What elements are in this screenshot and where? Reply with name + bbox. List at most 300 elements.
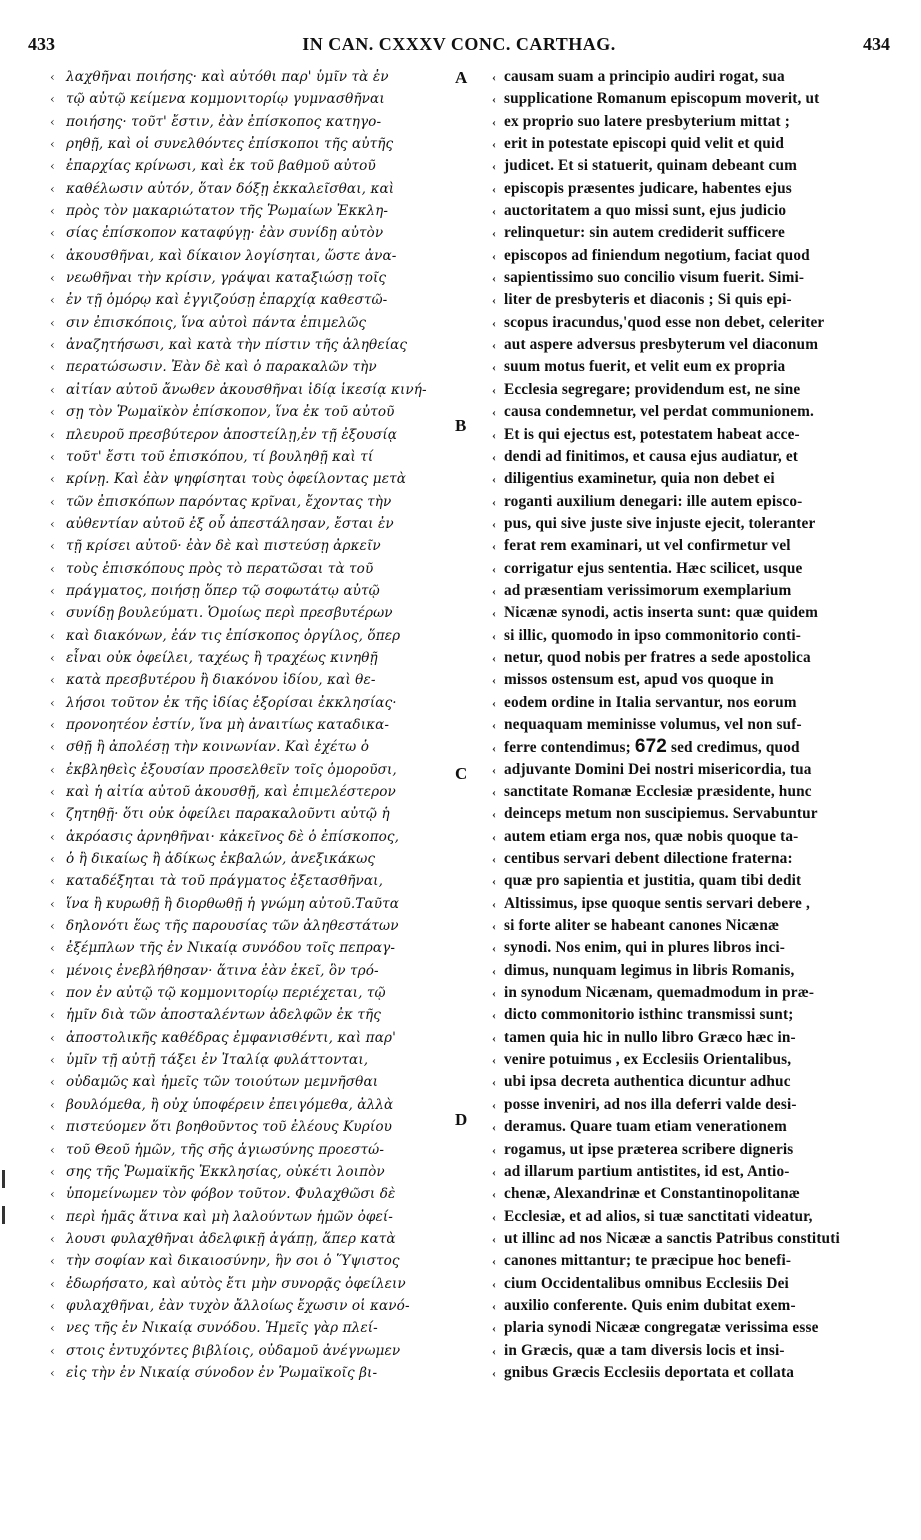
quotation-mark-glyph: ‹ bbox=[492, 1254, 497, 1269]
line-text: ὁ ἢ δικαίως ἢ ἀδίκως ἐκβαλών, ἀνεξικάκως bbox=[66, 851, 376, 868]
line-text: suum motus fuerit, et velit eum ex propria bbox=[504, 358, 786, 376]
greek-text-line bbox=[50, 1206, 455, 1228]
quotation-mark-glyph: ‹ bbox=[50, 226, 55, 241]
quotation-mark-glyph: ‹ bbox=[50, 137, 55, 152]
latin-text-line bbox=[492, 893, 890, 915]
quotation-mark-glyph: ‹ bbox=[50, 740, 55, 755]
quotation-mark-glyph: ‹ bbox=[492, 360, 497, 375]
latin-text-line bbox=[492, 937, 890, 959]
latin-text-line bbox=[492, 1161, 890, 1183]
line-text: εἶναι οὐκ ὀφείλει, ταχέως ἢ τραχέως κινηθῇ bbox=[66, 649, 378, 666]
greek-text-line bbox=[50, 826, 455, 848]
greek-text-line bbox=[50, 379, 455, 401]
latin-text-line bbox=[492, 1094, 890, 1116]
line-text: καὶ διακόνων, ἐάν τις ἐπίσκοπος ὀργίλος, ὅπερ bbox=[66, 627, 401, 644]
line-text: cium Occidentalibus omnibus Ecclesiis Dei bbox=[504, 1274, 789, 1292]
greek-text-line bbox=[50, 580, 455, 602]
line-text: causam suam a principio audiri rogat, sua bbox=[504, 68, 785, 85]
quotation-mark-glyph: ‹ bbox=[492, 1209, 497, 1224]
quotation-mark-glyph: ‹ bbox=[492, 1097, 497, 1112]
quotation-mark-glyph: ‹ bbox=[50, 1298, 55, 1313]
page-number-right: 434 bbox=[863, 34, 890, 54]
line-text: Et is qui ejectus est, potestatem habeat acce- bbox=[504, 425, 800, 443]
latin-text-line bbox=[492, 267, 890, 289]
greek-text-line bbox=[50, 1116, 455, 1138]
quotation-mark-glyph: ‹ bbox=[492, 1365, 497, 1380]
latin-text-line bbox=[492, 714, 890, 736]
quotation-mark-glyph: ‹ bbox=[50, 449, 55, 464]
latin-text-line bbox=[492, 200, 890, 222]
latin-text-line bbox=[492, 289, 890, 311]
line-text: in synodum Nicænam, quemadmodum in præ- bbox=[504, 984, 815, 1002]
quotation-mark-glyph: ‹ bbox=[492, 695, 497, 710]
greek-text-line bbox=[50, 513, 455, 535]
quotation-mark-glyph: ‹ bbox=[492, 1187, 497, 1202]
greek-text-line bbox=[50, 1340, 455, 1362]
line-text: ad præsentiam verissimorum exemplarium bbox=[504, 581, 792, 599]
quotation-mark-glyph: ‹ bbox=[492, 829, 497, 844]
latin-text-line bbox=[492, 1340, 890, 1362]
quotation-mark-glyph: ‹ bbox=[492, 248, 497, 263]
line-text: περατώσωσιν. Ἐὰν δὲ καὶ ὁ παρακαλῶν τὴν bbox=[66, 359, 377, 376]
greek-text-line bbox=[50, 602, 455, 624]
latin-text-line bbox=[492, 155, 890, 177]
latin-text-line bbox=[492, 66, 890, 88]
line-text: eodem ordine in Italia servantur, nos eorum bbox=[504, 693, 797, 711]
page-header bbox=[28, 34, 890, 58]
quotation-mark-glyph: ‹ bbox=[50, 1075, 55, 1090]
line-text: ἡμῖν διὰ τῶν ἀποσταλέντων ἀδελφῶν ἐκ τῆς bbox=[66, 1007, 382, 1024]
quotation-mark-glyph: ‹ bbox=[50, 472, 55, 487]
line-text: λαχθῆναι ποιήσης· καὶ αὐτόθι παρ' ὑμῖν τὰ ἐν bbox=[66, 69, 389, 85]
greek-text-line bbox=[50, 915, 455, 937]
line-text: κρίνῃ. Καὶ ἐὰν ψηφίσηται τοὺς ὀφείλοντας μετὰ bbox=[66, 471, 407, 488]
quotation-mark-glyph: ‹ bbox=[50, 583, 55, 598]
quotation-mark-glyph: ‹ bbox=[50, 561, 55, 576]
line-text: missos ostensum est, apud vos quoque in bbox=[504, 671, 774, 689]
line-text: λουσι φυλαχθῆναι ἀδελφικῇ ἀγάπῃ, ἅπερ κατὰ bbox=[66, 1230, 396, 1247]
line-text: dimus, nunquam legimus in libris Romanis, bbox=[504, 961, 795, 979]
line-text: venire potuimus , ex Ecclesiis Orientalibus, bbox=[504, 1051, 792, 1069]
line-text: Altissimus, ipse quoque sentis servari debere , bbox=[504, 894, 810, 912]
greek-text-line bbox=[50, 1071, 455, 1093]
greek-text-line bbox=[50, 334, 455, 356]
quotation-mark-glyph: ‹ bbox=[492, 606, 497, 621]
page-number-left: 433 bbox=[28, 34, 55, 54]
line-text: αὐθεντίαν αὐτοῦ ἐξ οὗ ἀπεστάλησαν, ἔσται ἐν bbox=[66, 515, 394, 532]
latin-text-line bbox=[492, 580, 890, 602]
latin-text-line bbox=[492, 1049, 890, 1071]
line-text: liter de presbyteris et diaconis ; Si quis epi- bbox=[504, 291, 792, 309]
line-text: autem etiam erga nos, quæ nobis quoque ta- bbox=[504, 827, 799, 845]
line-text: κατὰ πρεσβυτέρου ἢ διακόνου ἰδίου, καὶ θε- bbox=[66, 672, 376, 689]
line-text: Ecclesiæ, et ad alios, si tuæ sanctitati videatur, bbox=[504, 1207, 813, 1225]
greek-text-line bbox=[50, 289, 455, 311]
line-text: ζητηθῇ· ὅτι οὐκ ὀφείλει παρακαλοῦντι αὐτῷ ἡ bbox=[66, 806, 390, 823]
latin-text-line bbox=[492, 625, 890, 647]
latin-text-line bbox=[492, 88, 890, 110]
line-text: episcopos ad finiendum negotium, faciat quod bbox=[504, 246, 810, 264]
quotation-mark-glyph: ‹ bbox=[492, 1075, 497, 1090]
quotation-mark-glyph: ‹ bbox=[50, 1276, 55, 1291]
quotation-mark-glyph: ‹ bbox=[492, 673, 497, 688]
greek-text-line bbox=[50, 982, 455, 1004]
line-text: gnibus Græcis Ecclesiis deportata et collata bbox=[504, 1363, 794, 1381]
quotation-mark-glyph: ‹ bbox=[50, 1343, 55, 1358]
line-text: episcopis præsentes judicare, habentes ejus bbox=[504, 179, 792, 197]
line-text: diligentius examinetur, quia non debet ei bbox=[504, 470, 775, 488]
greek-text-line bbox=[50, 222, 455, 244]
line-text: σιν ἐπισκόποις, ἵνα αὐτοὶ πάντα ἐπιμελῶς bbox=[66, 314, 367, 331]
quotation-mark-glyph: ‹ bbox=[492, 1231, 497, 1246]
line-text: ἐν τῇ ὁμόρῳ καὶ ἐγγιζούσῃ ἐπαρχίᾳ καθεστῶ- bbox=[66, 292, 388, 309]
line-text: λήσοι τοῦτον ἐκ τῆς ἰδίας ἐξορίσαι ἐκκλησίας· bbox=[66, 694, 397, 711]
quotation-mark-glyph: ‹ bbox=[492, 226, 497, 241]
quotation-mark-glyph: ‹ bbox=[492, 1321, 497, 1336]
quotation-mark-glyph: ‹ bbox=[492, 1008, 497, 1023]
quotation-mark-glyph: ‹ bbox=[492, 516, 497, 531]
line-text: netur, quod nobis per fratres a sede apostolica bbox=[504, 648, 811, 666]
quotation-mark-glyph: ‹ bbox=[492, 852, 497, 867]
quotation-mark-glyph: ‹ bbox=[50, 673, 55, 688]
greek-text-line bbox=[50, 88, 455, 110]
margin-letter-b: B bbox=[455, 416, 467, 435]
latin-text-line bbox=[492, 826, 890, 848]
line-text: ἐξέμπλων τῆς ἐν Νικαίᾳ συνόδου τοῖς πεπραγ- bbox=[66, 940, 396, 957]
greek-text-line bbox=[50, 1049, 455, 1071]
quotation-mark-glyph: ‹ bbox=[492, 181, 497, 196]
greek-text-line bbox=[50, 1139, 455, 1161]
quotation-mark-glyph: ‹ bbox=[492, 539, 497, 554]
latin-text-line bbox=[492, 1206, 890, 1228]
latin-text-line bbox=[492, 535, 890, 557]
quotation-mark-glyph: ‹ bbox=[492, 159, 497, 174]
quotation-mark-glyph: ‹ bbox=[492, 561, 497, 576]
quotation-mark-glyph: ‹ bbox=[50, 516, 55, 531]
line-text: roganti auxilium denegari: ille autem episco- bbox=[504, 492, 803, 510]
quotation-mark-glyph: ‹ bbox=[492, 741, 497, 756]
quotation-mark-glyph: ‹ bbox=[50, 181, 55, 196]
quotation-mark-glyph: ‹ bbox=[492, 1120, 497, 1135]
latin-text-line bbox=[492, 222, 890, 244]
quotation-mark-glyph: ‹ bbox=[492, 315, 497, 330]
latin-text-column bbox=[492, 66, 890, 1384]
quotation-mark-glyph: ‹ bbox=[50, 1097, 55, 1112]
quotation-mark-glyph: ‹ bbox=[492, 941, 497, 956]
quotation-mark-glyph: ‹ bbox=[492, 963, 497, 978]
latin-text-line bbox=[492, 781, 890, 803]
quotation-mark-glyph: ‹ bbox=[50, 1187, 55, 1202]
line-text: εἰς τὴν ἐν Νικαίᾳ σύνοδον ἐν Ῥωμαϊκοῖς βι- bbox=[66, 1364, 378, 1381]
latin-text-line bbox=[492, 1273, 890, 1295]
quotation-mark-glyph: ‹ bbox=[50, 70, 55, 84]
greek-text-line bbox=[50, 714, 455, 736]
quotation-mark-glyph: ‹ bbox=[50, 762, 55, 777]
greek-text-line bbox=[50, 692, 455, 714]
greek-text-line bbox=[50, 267, 455, 289]
line-text: καθέλωσιν αὐτόν, ὅταν δόξῃ ἐκκαλεῖσθαι, καὶ bbox=[66, 180, 395, 197]
line-text: auctoritatem a quo missi sunt, ejus judicio bbox=[504, 202, 787, 220]
greek-text-line bbox=[50, 1317, 455, 1339]
greek-text-line bbox=[50, 1004, 455, 1026]
quotation-mark-glyph: ‹ bbox=[50, 650, 55, 665]
line-text: στοις ἐντυχόντες βιβλίοις, οὐδαμοῦ ἀνέγνωμεν bbox=[66, 1342, 401, 1359]
line-text: sanctitate Romanæ Ecclesiæ præsidente, hunc bbox=[504, 783, 812, 800]
line-text: σης τῆς Ῥωμαϊκῆς Ἐκκλησίας, οὐκέτι λοιπὸν bbox=[66, 1163, 385, 1180]
greek-text-line bbox=[50, 937, 455, 959]
line-text: σθῇ ἢ ἀπολέσῃ τὴν κοινωνίαν. Καὶ ἐχέτω ὁ bbox=[66, 739, 369, 756]
line-text: Nicænæ synodi, actis inserta sunt: quæ quidem bbox=[504, 604, 819, 622]
quotation-mark-glyph: ‹ bbox=[50, 338, 55, 353]
greek-text-line bbox=[50, 803, 455, 825]
quotation-mark-glyph: ‹ bbox=[492, 919, 497, 934]
latin-text-line bbox=[492, 312, 890, 334]
margin-letter-a: A bbox=[455, 68, 468, 87]
greek-text-line bbox=[50, 1161, 455, 1183]
quotation-mark-glyph: ‹ bbox=[50, 695, 55, 710]
line-text: πρὸς τὸν μακαριώτατον τῆς Ῥωμαίων Ἐκκλη- bbox=[66, 203, 389, 220]
greek-text-line bbox=[50, 759, 455, 781]
quotation-mark-glyph: ‹ bbox=[492, 114, 497, 129]
latin-text-line bbox=[492, 960, 890, 982]
latin-text-line bbox=[492, 111, 890, 133]
greek-text-line bbox=[50, 491, 455, 513]
quotation-mark-glyph: ‹ bbox=[50, 1209, 55, 1224]
greek-text-line bbox=[50, 401, 455, 423]
latin-text-line bbox=[492, 334, 890, 356]
quotation-mark-glyph: ‹ bbox=[492, 382, 497, 397]
latin-text-line bbox=[492, 1295, 890, 1317]
line-text: ferre contendimus; bbox=[504, 739, 635, 757]
line-text: ποιήσης· τοῦτ' ἔστιν, ἐὰν ἐπίσκοπος κατηγο- bbox=[66, 113, 382, 130]
greek-text-line bbox=[50, 245, 455, 267]
latin-text-line bbox=[492, 1139, 890, 1161]
quotation-mark-glyph: ‹ bbox=[492, 583, 497, 598]
quotation-mark-glyph: ‹ bbox=[50, 606, 55, 621]
line-text: περὶ ἡμᾶς ἅτινα καὶ μὴ λαλούντων ἡμῶν ὀφεί- bbox=[66, 1208, 393, 1225]
latin-text-line bbox=[492, 1071, 890, 1093]
line-text: τῇ κρίσει αὐτοῦ· ἐὰν δὲ καὶ πιστεύσῃ ἀρκεῖν bbox=[66, 538, 381, 555]
line-text: ὑπομείνωμεν τὸν φόβον τοῦτον. Φυλαχθῶσι δὲ bbox=[66, 1186, 396, 1203]
quotation-mark-glyph: ‹ bbox=[492, 628, 497, 643]
latin-text-line bbox=[492, 491, 890, 513]
quotation-mark-glyph: ‹ bbox=[50, 1120, 55, 1135]
line-text: φυλαχθῆναι, ἐὰν τυχὸν ἄλλοίως ἔχωσιν οἱ κανό- bbox=[66, 1297, 410, 1314]
quotation-mark-glyph: ‹ bbox=[50, 427, 55, 442]
line-text: προνοητέον ἐστίν, ἵνα μὴ ἀναιτίως καταδικα- bbox=[66, 716, 390, 733]
line-text: πιστεύομεν ὅτι βοηθοῦντος τοῦ ἐλέους Κυρίου bbox=[66, 1119, 392, 1136]
quotation-mark-glyph: ‹ bbox=[50, 941, 55, 956]
line-text: τοῦ Θεοῦ ἡμῶν, τῆς σῆς ἁγιωσύνης προεστώ- bbox=[66, 1141, 385, 1158]
margin-letter-c: C bbox=[455, 764, 468, 783]
line-text: οὐδαμῶς καὶ ἡμεῖς τῶν τοιούτων μεμνῆσθαι bbox=[66, 1074, 379, 1091]
line-text: tamen quia hic in nullo libro Græco hæc in- bbox=[504, 1028, 796, 1046]
greek-text-line bbox=[50, 1183, 455, 1205]
line-text: ἵνα ἢ κυρωθῇ ἢ διορθωθῇ ἡ γνώμη αὐτοῦ.Ταῦτα bbox=[66, 895, 400, 912]
quotation-mark-glyph: ‹ bbox=[50, 919, 55, 934]
latin-text-line bbox=[492, 446, 890, 468]
line-text: ἀκουσθῆναι, καὶ δίκαιον λογίσηται, ὥστε ἀνα- bbox=[66, 247, 397, 264]
greek-text-line bbox=[50, 1250, 455, 1272]
line-text: δηλονότι ἕως τῆς παρουσίας τῶν ἀληθεστάτων bbox=[66, 918, 399, 935]
quotation-mark-glyph: ‹ bbox=[50, 785, 55, 799]
greek-text-line bbox=[50, 1228, 455, 1250]
line-text: βουλόμεθα, ἢ οὐχ ὑποφέρειν ἐπειγόμεθα, ἀλλὰ bbox=[66, 1096, 394, 1113]
margin-letter-d: D bbox=[455, 1110, 468, 1129]
quotation-mark-glyph: ‹ bbox=[492, 293, 497, 308]
line-text: συνίδῃ βουλεύματι. Ὁμοίως περὶ πρεσβυτέρων bbox=[66, 605, 393, 622]
latin-text-line bbox=[492, 424, 890, 446]
latin-text-line bbox=[492, 379, 890, 401]
line-text: τῷ αὐτῷ κείμενα κομμονιτορίῳ γυμνασθῆναι bbox=[66, 91, 385, 108]
line-text: scopus iracundus,'quod esse non debet, celeriter bbox=[504, 313, 825, 331]
line-text: τοὺς ἐπισκόπους πρὸς τὸ περατῶσαι τὰ τοῦ bbox=[66, 560, 374, 577]
greek-text-line bbox=[50, 424, 455, 446]
line-text: posse inveniri, ad nos illa deferri valde desi- bbox=[504, 1095, 797, 1113]
quotation-mark-glyph: ‹ bbox=[50, 1321, 55, 1336]
greek-text-line bbox=[50, 66, 455, 88]
greek-text-line bbox=[50, 356, 455, 378]
line-text: ἐπαρχίας κρίνωσι, καὶ ἐκ τοῦ βαθμοῦ αὐτοῦ bbox=[66, 158, 376, 175]
line-text: πλευροῦ πρεσβύτερον ἀποστείλῃ,ἐν τῇ ἐξουσίᾳ bbox=[66, 426, 398, 443]
latin-text-line bbox=[492, 401, 890, 423]
quotation-mark-glyph: ‹ bbox=[492, 762, 497, 777]
line-text: centibus servari debent dilectione fraterna: bbox=[504, 850, 793, 868]
greek-text-line bbox=[50, 1027, 455, 1049]
line-text: τῶν ἐπισκόπων παρόντας κρῖναι, ἔχοντας τὴν bbox=[66, 493, 392, 510]
line-text: nequaquam meminisse volumus, vel non suf- bbox=[504, 715, 802, 733]
line-text: ἐκβληθεὶς ἐξουσίαν προσελθεῖν τοῖς ὁμοροῦσι, bbox=[66, 761, 397, 778]
quotation-mark-glyph: ‹ bbox=[492, 92, 497, 107]
quotation-mark-glyph: ‹ bbox=[492, 137, 497, 152]
line-text: πον ἐν αὐτῷ τῷ κομμονιτορίῳ περιέχεται, τῷ bbox=[66, 985, 386, 1002]
quotation-mark-glyph: ‹ bbox=[492, 785, 497, 799]
latin-text-line bbox=[492, 1116, 890, 1138]
quotation-mark-glyph: ‹ bbox=[492, 1343, 497, 1358]
quotation-mark-glyph: ‹ bbox=[492, 807, 497, 822]
greek-text-line bbox=[50, 133, 455, 155]
greek-text-line bbox=[50, 535, 455, 557]
greek-text-line bbox=[50, 960, 455, 982]
quotation-mark-glyph: ‹ bbox=[50, 360, 55, 375]
line-text: ἀκρόασις ἀρνηθῆναι· κἀκεῖνος δὲ ὁ ἐπίσκοπος, bbox=[66, 828, 400, 845]
line-text: τὴν σοφίαν καὶ δικαιοσύνην, ἣν σοι ὁ Ὕψιστος bbox=[66, 1253, 400, 1270]
quotation-mark-glyph: ‹ bbox=[50, 204, 55, 219]
latin-text-line bbox=[492, 602, 890, 624]
line-text: deramus. Quare tuam etiam venerationem bbox=[504, 1118, 787, 1136]
latin-text-line bbox=[492, 870, 890, 892]
line-text: si forte aliter se habeant canones Nicænæ bbox=[504, 917, 780, 935]
latin-text-line bbox=[492, 915, 890, 937]
folio-number: 672 bbox=[634, 736, 668, 758]
latin-text-line bbox=[492, 133, 890, 155]
line-text: αἰτίαν αὐτοῦ ἄνωθεν ἀκουσθῆναι ἰδίᾳ ἱκεσίᾳ κινή- bbox=[66, 381, 427, 398]
quotation-mark-glyph: ‹ bbox=[492, 494, 497, 509]
quotation-mark-glyph: ‹ bbox=[492, 1030, 497, 1045]
quotation-mark-glyph: ‹ bbox=[492, 717, 497, 732]
quotation-mark-glyph: ‹ bbox=[50, 717, 55, 732]
line-text: adjuvante Domini Dei nostri misericordia, tua bbox=[504, 760, 812, 778]
greek-text-line bbox=[50, 200, 455, 222]
line-text: νεωθῆναι τὴν κρίσιν, γράψαι καταξιώσῃ τοῖς bbox=[66, 270, 387, 287]
quotation-mark-glyph: ‹ bbox=[50, 807, 55, 822]
latin-text-line bbox=[492, 1317, 890, 1339]
latin-text-line bbox=[492, 513, 890, 535]
line-text: synodi. Nos enim, qui in plures libros inci- bbox=[504, 939, 786, 957]
quotation-mark-glyph: ‹ bbox=[50, 494, 55, 509]
greek-text-line bbox=[50, 1362, 455, 1384]
greek-text-line bbox=[50, 848, 455, 870]
quotation-mark-glyph: ‹ bbox=[50, 315, 55, 330]
line-text: supplicatione Romanum episcopum moverit, ut bbox=[504, 90, 820, 108]
quotation-mark-glyph: ‹ bbox=[50, 874, 55, 889]
greek-text-line bbox=[50, 736, 455, 758]
latin-text-line bbox=[492, 803, 890, 825]
quotation-mark-glyph: ‹ bbox=[492, 1276, 497, 1291]
line-text: ut illinc ad nos Nicææ a sanctis Patribus constituti bbox=[504, 1229, 840, 1247]
quotation-mark-glyph: ‹ bbox=[50, 829, 55, 844]
line-text: ex proprio suo latere presbyterium mittat ; bbox=[504, 112, 790, 130]
line-text: σῃ τὸν Ῥωμαϊκὸν ἐπίσκοπον, ἵνα ἐκ τοῦ αὐτοῦ bbox=[66, 404, 395, 421]
line-text: πράγματος, ποιήσῃ ὅπερ τῷ σοφωτάτῳ αὐτῷ bbox=[66, 582, 380, 599]
line-text: σίας ἐπίσκοπον καταφύγῃ· ἐὰν συνίδῃ αὐτὸν bbox=[66, 225, 384, 242]
latin-text-line bbox=[492, 982, 890, 1004]
quotation-mark-glyph: ‹ bbox=[50, 293, 55, 308]
greek-text-line bbox=[50, 781, 455, 803]
running-head: IN CAN. CXXXV CONC. CARTHAG. bbox=[302, 34, 616, 54]
line-text: ἐδωρήσατο, καὶ αὐτὸς ἔτι μὴν συνορᾷς ὀφείλειν bbox=[66, 1275, 406, 1292]
line-text: canones mittantur; te præcipue hoc benefi- bbox=[504, 1252, 792, 1270]
latin-text-line bbox=[492, 736, 890, 758]
latin-text-line bbox=[492, 178, 890, 200]
line-text: corrigatur ejus sententia. Hæc scilicet, usque bbox=[504, 559, 803, 577]
line-text: νες τῆς ἐν Νικαίᾳ συνόδου. Ἡμεῖς γὰρ πλεί- bbox=[66, 1320, 378, 1337]
quotation-mark-glyph: ‹ bbox=[492, 986, 497, 1001]
quotation-mark-glyph: ‹ bbox=[50, 1008, 55, 1023]
latin-text-line bbox=[492, 848, 890, 870]
greek-text-line bbox=[50, 178, 455, 200]
quotation-mark-glyph: ‹ bbox=[50, 405, 55, 420]
quotation-mark-glyph: ‹ bbox=[492, 449, 497, 464]
quotation-mark-glyph: ‹ bbox=[50, 896, 55, 911]
line-text: ἀναζητήσωσι, καὶ κατὰ τὴν πίστιν τῆς ἀληθείας bbox=[66, 337, 408, 354]
quotation-mark-glyph: ‹ bbox=[492, 405, 497, 420]
quotation-mark-glyph: ‹ bbox=[50, 628, 55, 643]
greek-text-line bbox=[50, 1273, 455, 1295]
line-text: Ecclesia segregare; providendum est, ne sine bbox=[504, 380, 801, 398]
quotation-mark-glyph: ‹ bbox=[50, 1254, 55, 1269]
quotation-mark-glyph: ‹ bbox=[50, 1142, 55, 1157]
line-text: sed credimus, quod bbox=[667, 739, 800, 757]
quotation-mark-glyph: ‹ bbox=[50, 1231, 55, 1246]
quotation-mark-glyph: ‹ bbox=[50, 963, 55, 978]
line-text: si illic, quomodo in ipso commonitorio conti- bbox=[504, 626, 801, 644]
line-text: sapientissimo suo concilio visum fuerit. Simi- bbox=[504, 269, 805, 287]
latin-text-line bbox=[492, 1228, 890, 1250]
latin-text-line bbox=[492, 759, 890, 781]
quotation-mark-glyph: ‹ bbox=[50, 271, 55, 286]
line-text: chenæ, Alexandrinæ et Constantinopolitanæ bbox=[504, 1185, 800, 1203]
line-text: aut aspere adversus presbyterum vel diaconum bbox=[504, 336, 819, 354]
line-text: quæ pro sapientia et justitia, quam tibi dedit bbox=[504, 872, 802, 890]
edge-mark bbox=[2, 1170, 5, 1188]
quotation-mark-glyph: ‹ bbox=[50, 382, 55, 397]
latin-text-line bbox=[492, 1250, 890, 1272]
greek-text-line bbox=[50, 669, 455, 691]
latin-text-line bbox=[492, 669, 890, 691]
latin-text-line bbox=[492, 356, 890, 378]
quotation-mark-glyph: ‹ bbox=[492, 1164, 497, 1179]
